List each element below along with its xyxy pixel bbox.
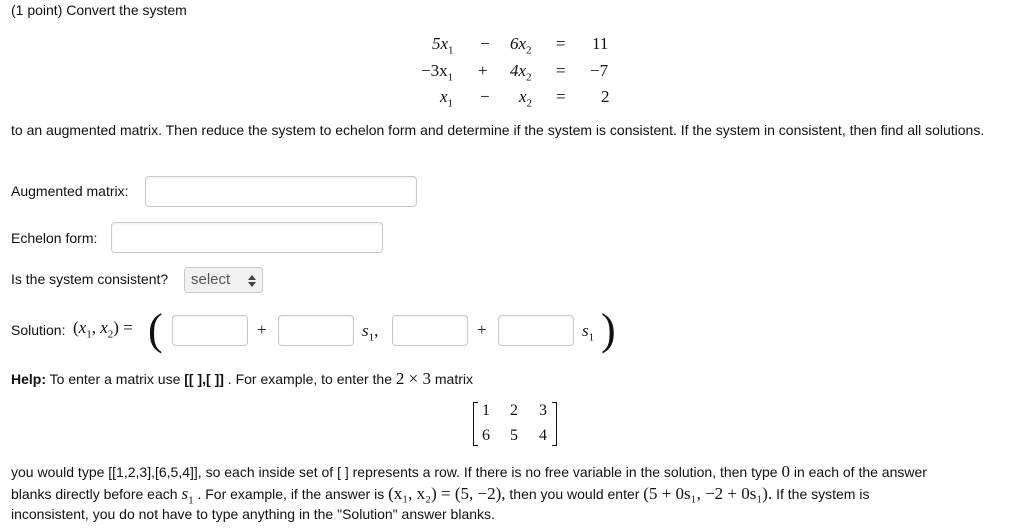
echelon-form-input[interactable] <box>111 222 383 253</box>
eq-row2-term2: $4x_2$ <box>510 61 532 84</box>
help-dims: 2 × 3 <box>395 369 431 388</box>
matrix-left-bracket <box>473 402 478 446</box>
eq-row1-term1: $5x_1$ <box>432 34 454 57</box>
problem-title: (1 point) Convert the system <box>11 2 187 18</box>
consistent-label: Is the system consistent? <box>11 271 169 287</box>
eq-row3-equals: = <box>556 87 566 106</box>
matrix-cell: 2 <box>510 402 518 419</box>
footer-line-2: blanks directly before each $s_1$ . For example, if the answer is (x₁, x₂) = (5, −2), then you would enter (5 + 0s₁, −2 + 0s₁). If the system is <box>11 484 870 507</box>
matrix-cell: 5 <box>510 427 518 444</box>
eq-row1-term2: $6x_2$ <box>510 34 532 57</box>
consistent-select-value: select <box>191 271 231 288</box>
solution-lhs: ($x_1$, $x_2$) = <box>73 318 133 341</box>
eq-row2-rhs: −7 <box>590 61 609 80</box>
instructions-text: to an augmented matrix. Then reduce the system to echelon form and determine if the system is consistent. If the system in consistent, then find all solutions. <box>11 122 985 138</box>
eq-row3-op: − <box>480 87 490 106</box>
solution-x1-constant-input[interactable] <box>172 315 248 346</box>
select-arrows-icon <box>248 275 256 287</box>
eq-row3-term2: $x_2$ <box>519 87 533 110</box>
help-code: [[ ],[ ]] <box>184 371 224 387</box>
matrix-cell: 3 <box>539 402 547 419</box>
solution-x2-constant-input[interactable] <box>392 315 468 346</box>
help-bold: Help: <box>11 371 46 387</box>
eq-row1-rhs: 11 <box>592 34 609 53</box>
matrix-cell: 6 <box>482 427 490 444</box>
matrix-cell: 1 <box>482 402 490 419</box>
help-line: Help: To enter a matrix use [[ ],[ ]] . For example, to enter the 2 × 3 matrix <box>11 369 473 388</box>
matrix-right-bracket <box>552 402 557 446</box>
solution-s1-var-1: $s_1$, <box>362 321 379 344</box>
solution-label: Solution: <box>11 322 66 338</box>
footer-line-3: inconsistent, you do not have to type anything in the "Solution" answer blanks. <box>11 506 495 522</box>
solution-x2-coef-input[interactable] <box>498 315 574 346</box>
solution-s1-var-2: $s_1$ <box>582 321 595 344</box>
eq-row3-rhs: 2 <box>601 87 610 106</box>
consistent-select[interactable] <box>184 267 263 293</box>
eq-row2-term1: $-3x_1$ <box>421 61 454 84</box>
solution-close-paren: ) <box>601 305 616 354</box>
echelon-form-label: Echelon form: <box>11 230 98 246</box>
augmented-matrix-input[interactable] <box>145 176 417 207</box>
matrix-cell: 4 <box>539 427 547 444</box>
eq-row2-op: + <box>478 61 488 80</box>
solution-plus-2: + <box>477 320 487 339</box>
eq-row2-equals: = <box>556 61 566 80</box>
solution-open-paren: ( <box>148 305 163 354</box>
footer-line-1: you would type [[1,2,3],[6,5,4]], so each inside set of [ ] represents a row. If there is no free variable in the solution, then type 0 in each of the answer <box>11 462 927 481</box>
eq-row1-equals: = <box>556 34 566 53</box>
eq-row1-op: − <box>480 34 490 53</box>
augmented-matrix-label: Augmented matrix: <box>11 183 129 199</box>
solution-x1-coef-input[interactable] <box>278 315 354 346</box>
solution-plus-1: + <box>257 320 267 339</box>
eq-row3-term1: $x_1$ <box>440 87 454 110</box>
